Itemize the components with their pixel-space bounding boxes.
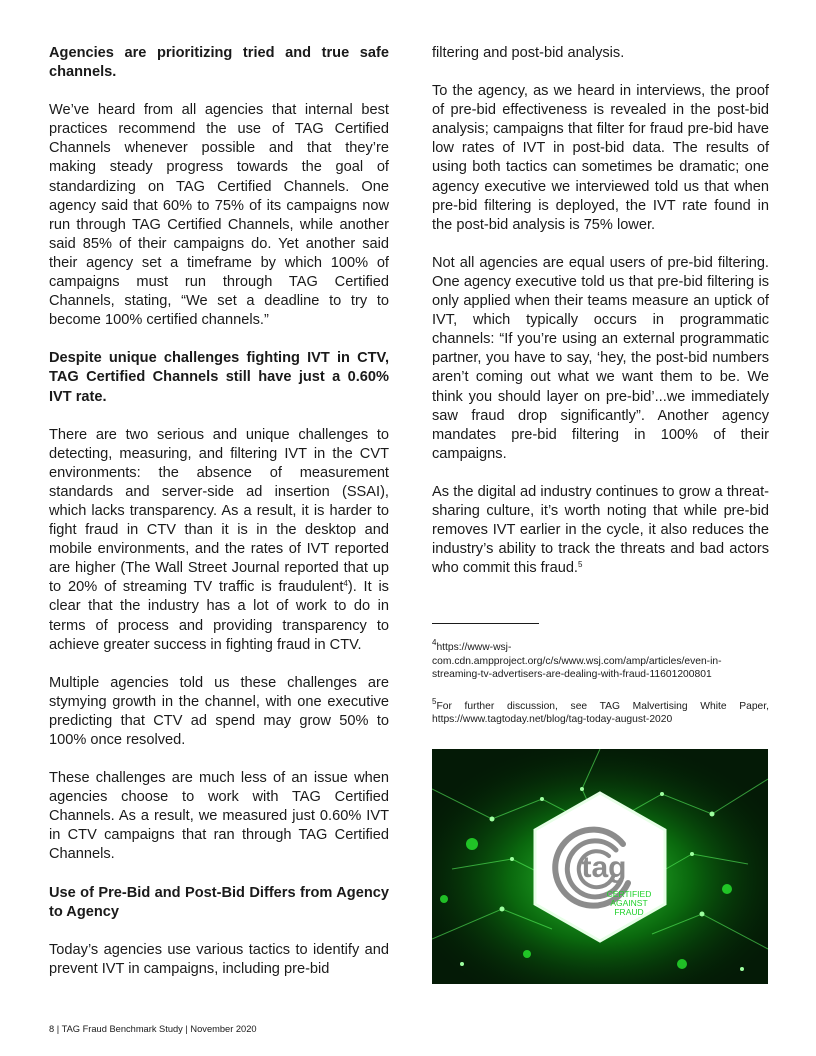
paragraph-text: There are two serious and unique challenges to detecting, measuring, and filtering IVT in the CVT environments: the absence of measurement standards and server-side ad insertion (SSAI), which lacks transparency. As a result, it is harder to fight fraud in CTV than it is in the desktop and mobile environments, and the rates of IVT reported are higher (The Wall Street Journal reported that up to 20% of streaming TV traffic is fraudulent — [49, 426, 389, 596]
body-paragraph: These challenges are much less of an issue when agencies choose to work with TAG Certified Channels. As a result, we measured just 0.60% IVT in CTV campaigns that ran through TAG Certified Channels. — [49, 770, 389, 863]
footnote — [432, 638, 769, 681]
footnote-text: For further discussion, see TAG Malvertising White Paper, https://www.tagtoday.net/blog/tag-today-august-2020 — [432, 700, 769, 726]
footnote-number: 4 — [432, 638, 437, 648]
section-heading: Use of Pre-Bid and Post-Bid Differs from Agency to Agency — [49, 884, 389, 920]
section-heading: Agencies are prioritizing tried and true safe channels. — [49, 45, 389, 81]
footnote-text: https://www-wsj-com.cdn.ampproject.org/c/s/www.wsj.com/amp/articles/even-in-streaming-tv-advertisers-are-dealing-with-fraud-11601200801 — [432, 642, 722, 680]
body-paragraph: To the agency, as we heard in interviews, the proof of pre-bid effectiveness is revealed in the post-bid analysis; campaigns that filter for fraud pre-bid have low rates of IVT in post-bid data. The results of using both tactics can sometimes be dramatic; one agency executive we interviewed told us that when pre-bid filtering is deployed, the IVT rate found in the post-bid analysis is 75% lower. — [432, 83, 769, 233]
body-paragraph: Multiple agencies told us these challenges are stymying growth in the channel, with one executive predicting that CTV ad spend may grow 50% to 100% once resolved. — [49, 674, 389, 748]
tag-logo-text: tag — [581, 851, 627, 884]
body-paragraph — [432, 483, 769, 578]
body-paragraph: Not all agencies are equal users of pre-bid filtering. One agency executive told us that pre-bid filtering is only applied when their teams measure an uptick of IVT, which typically occurs in programmatic channels: “If you’re using an external programmatic partner, you have to say, ‘hey, the post-bid numbers aren’t coming out what we want them to be. We think you should layer on pre-bid’...we immediately saw fraud drop significantly”. Another agency mandates pre-bid filtering in 100% of their campaigns. — [432, 254, 769, 462]
certified-against-fraud-image — [432, 749, 768, 984]
section-heading: Despite unique challenges fighting IVT in CTV, TAG Certified Channels still have just a 0.60% IVT rate. — [49, 350, 389, 405]
body-paragraph — [49, 426, 389, 655]
footnote-marker: 4 — [343, 579, 348, 589]
body-paragraph: We’ve heard from all agencies that internal best practices recommend the use of TAG Certified Channels whenever possible and that they’re making steady progress towards the goal of standardizing on TAG Certified Channels. One agency said that 60% to 75% of its campaigns now run through TAG Certified Channels, while another said 85% of their campaigns do. Yet another said their agency set a timeframe by which 100% of campaigns must run through TAG Certified Channels, stating, “We set a deadline to try to become 100% certified channels.” — [49, 102, 389, 329]
badge-line: CERTIFIED — [606, 889, 652, 899]
body-paragraph: Today’s agencies use various tactics to identify and prevent IVT in campaigns, including pre-bid — [49, 941, 389, 977]
page-footer: 8 | TAG Fraud Benchmark Study | November 2020 — [49, 1024, 257, 1034]
paragraph-text: As the digital ad industry continues to grow a threat-sharing culture, it’s worth noting that while pre-bid removes IVT earlier in the cycle, it also reduces the industry’s ability to track the threats and bad actors who commit this fraud. — [432, 483, 769, 577]
left-column — [49, 44, 389, 979]
body-paragraph: filtering and post-bid analysis. — [432, 45, 625, 61]
badge-line: FRAUD — [614, 907, 644, 917]
footnote — [432, 696, 769, 726]
paragraph-text: ). It is clear that the industry has a lot of work to do in terms of process and providing transparency to achieve greater success in fighting fraud in CTV. — [49, 579, 389, 653]
footnote-marker: 5 — [578, 560, 583, 570]
right-column — [432, 44, 769, 745]
footnote-number: 5 — [432, 696, 437, 706]
footnote-divider — [432, 623, 539, 624]
badge-line: AGAINST — [610, 898, 648, 908]
